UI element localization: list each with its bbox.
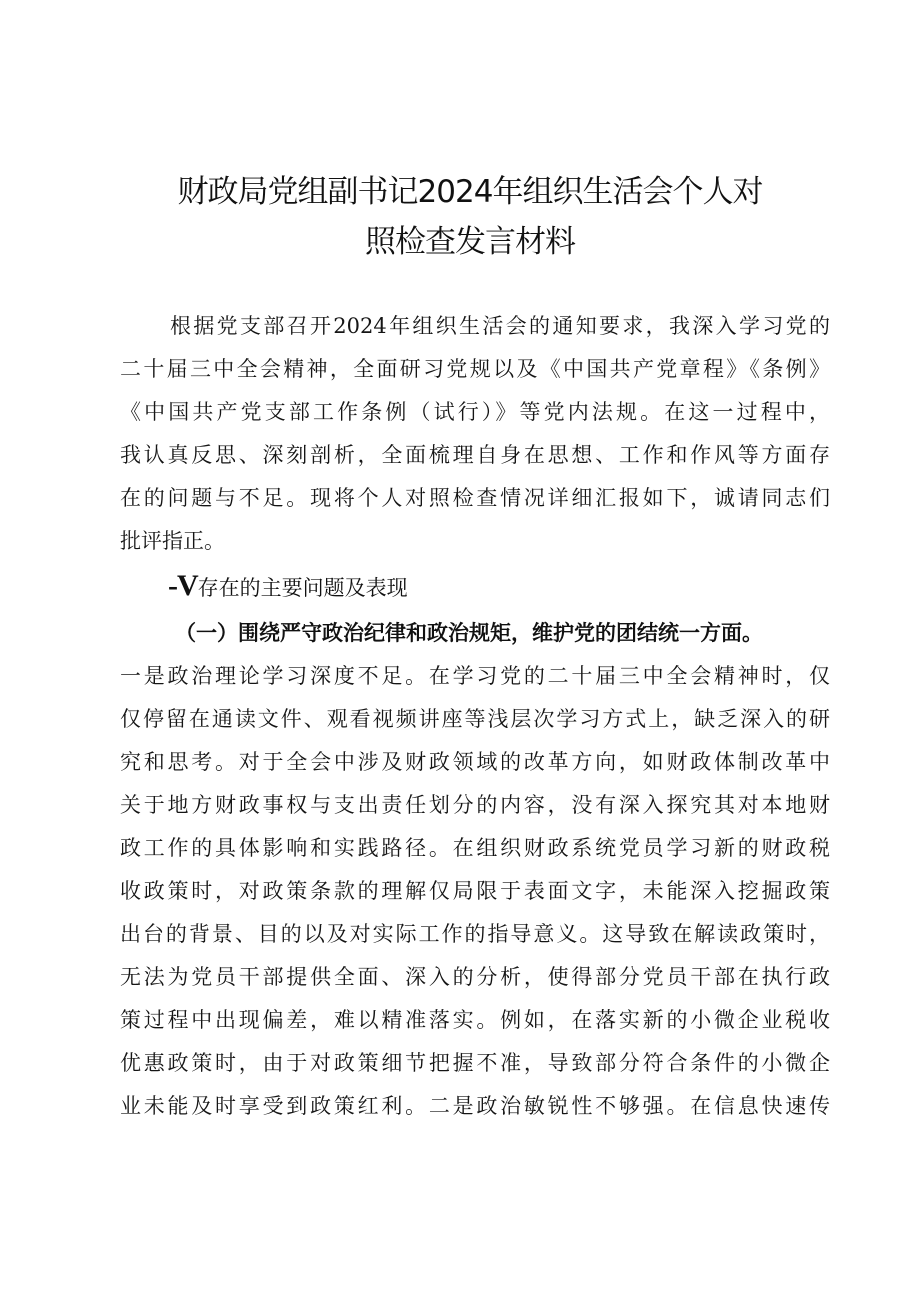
body-line: 策过程中出现偏差，难以精准落实。例如，在落实新的小微企业税收 bbox=[120, 1008, 830, 1032]
intro-line: 《中国共产党支部工作条例（试行）》等党内法规。在这一过程中， bbox=[120, 400, 830, 424]
body-line: 究和思考。对于全会中涉及财政领域的改革方向，如财政体制改革中 bbox=[120, 750, 830, 774]
intro-line: 我认真反思、深刻剖析，全面梳理自身在思想、工作和作风等方面存 bbox=[120, 443, 830, 467]
body-line: 关于地方财政事权与支出责任划分的内容，没有深入探究其对本地财 bbox=[120, 793, 830, 817]
body-line: 无法为党员干部提供全面、深入的分析，使得部分党员干部在执行政 bbox=[120, 965, 830, 989]
intro-line: 批评指正。 bbox=[120, 529, 225, 553]
body-line: 出台的背景、目的以及对实际工作的指导意义。这导致在解读政策时， bbox=[120, 922, 830, 946]
intro-line: 二十届三中全会精神，全面研习党规以及《中国共产党章程》《条例》 bbox=[120, 357, 830, 381]
intro-line: 根据党支部召开2024年组织生活会的通知要求，我深入学习党的 bbox=[170, 314, 830, 338]
body-line: 政工作的具体影响和实践路径。在组织财政系统党员学习新的财政税 bbox=[120, 836, 830, 860]
intro-line: 在的问题与不足。现将个人对照检查情况详细汇报如下，诚请同志们 bbox=[120, 486, 830, 510]
section-heading bbox=[168, 568, 408, 606]
section-heading-text: 存在的主要问题及表现 bbox=[197, 576, 408, 600]
document-title-line-1: 财政局党组副书记2024年组织生活会个人对 bbox=[177, 174, 763, 210]
body-line: 一是政治理论学习深度不足。在学习党的二十届三中全会精神时，仅 bbox=[120, 664, 830, 688]
body-line: 业未能及时享受到政策红利。二是政治敏锐性不够强。在信息快速传 bbox=[120, 1094, 830, 1118]
subsection-heading: （一）围绕严守政治纪律和政治规矩，维护党的团结统一方面。 bbox=[175, 620, 763, 645]
section-number: -V bbox=[168, 569, 198, 602]
body-line: 仅停留在通读文件、观看视频讲座等浅层次学习方式上，缺乏深入的研 bbox=[120, 707, 830, 731]
body-line: 优惠政策时，由于对政策细节把握不准，导致部分符合条件的小微企 bbox=[120, 1051, 830, 1075]
document-title-line-2: 照检查发言材料 bbox=[365, 224, 575, 260]
body-line: 收政策时，对政策条款的理解仅局限于表面文字，未能深入挖掘政策 bbox=[120, 879, 830, 903]
